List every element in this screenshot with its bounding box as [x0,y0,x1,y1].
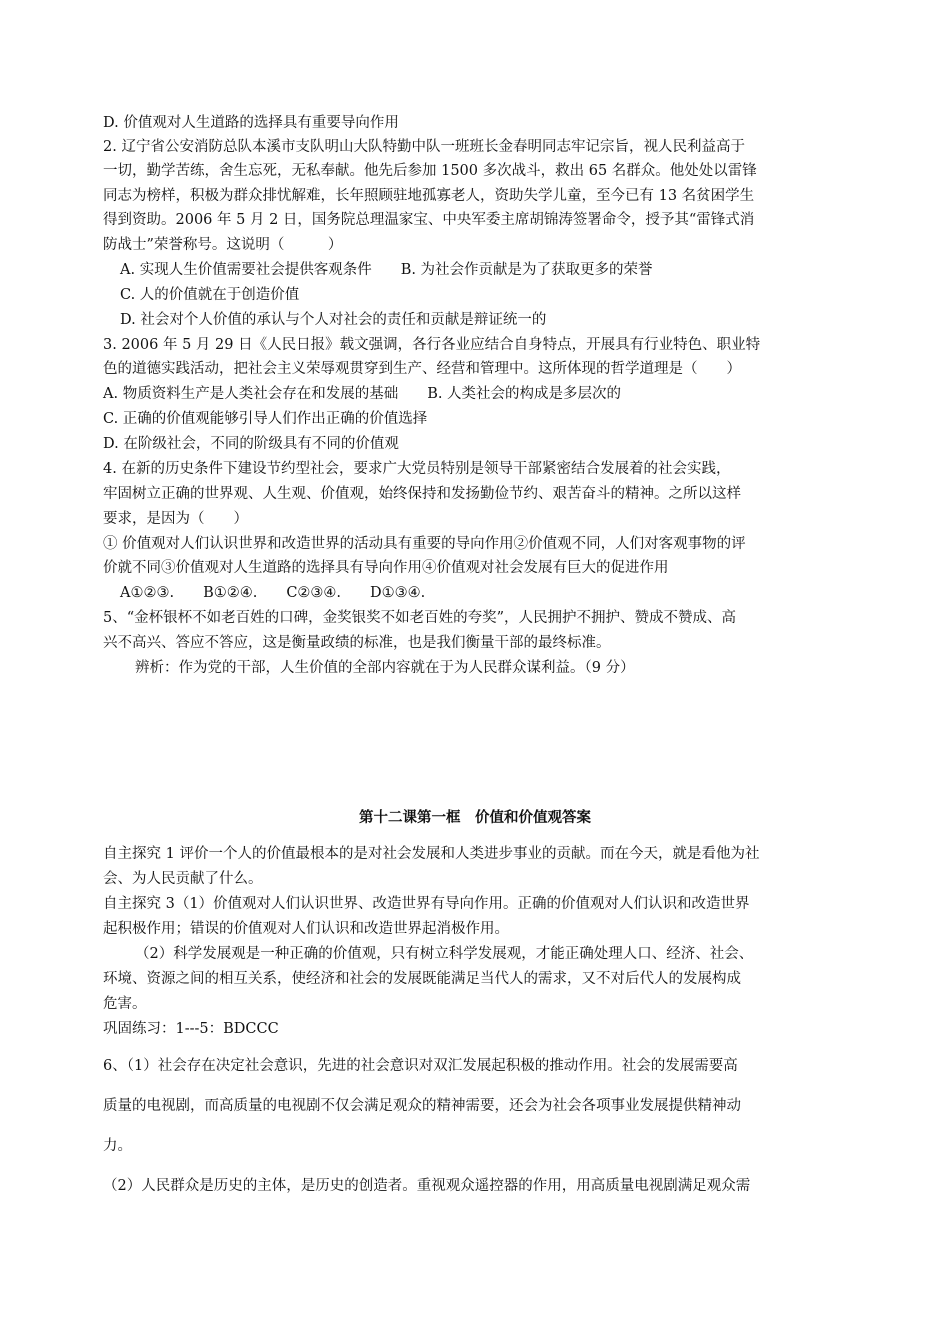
answer-line: 力。 [103,1138,132,1154]
option-line: D. 社会对个人价值的承认与个人对社会的责任和贡献是辩证统一的 [120,312,547,328]
question-2-line: 防战士”荣誉称号。这说明（ ） [103,237,343,253]
answer-line: 环境、资源之间的相互关系，使经济和社会的发展既能满足当代人的需求，又不对后代人的发展构成 [103,971,741,987]
option-line: D. 价值观对人生道路的选择具有重要导向作用 [103,115,399,131]
answer-line: 6、（1）社会存在决定社会意识，先进的社会意识对双汇发展起积极的推动作用。社会的发展需要高 [103,1058,738,1074]
option-line: C. 正确的价值观能够引导人们作出正确的价值选择 [103,411,428,427]
question-5-line: 兴不高兴、答应不答应，这是衡量政绩的标准，也是我们衡量干部的最终标准。 [103,635,611,651]
question-3-line: 3. 2006 年 5 月 29 日《人民日报》载文强调，各行各业应结合自身特点，开展具有行业特色、职业特 [103,337,761,353]
question-4-line: 价就不同③价值观对人生道路的选择具有导向作用④价值观对社会发展有巨大的促进作用 [103,560,669,576]
answer-line: 危害。 [103,996,147,1012]
answer-line: （2）科学发展观是一种正确的价值观，只有树立科学发展观，才能正确处理人口、经济、社会、 [135,946,754,962]
option-line: A. 实现人生价值需要社会提供客观条件 B. 为社会作贡献是为了获取更多的荣誉 [120,262,653,278]
question-4-line: 牢固树立正确的世界观、人生观、价值观，始终保持和发扬勤俭节约、艰苦奋斗的精神。之所以这样 [103,486,741,502]
question-5-line: 辨析：作为党的干部，人生价值的全部内容就在于为人民群众谋利益。（9 分） [135,660,635,676]
question-2-line: 得到资助。2006 年 5 月 2 日，国务院总理温家宝、中央军委主席胡锦涛签署命令，授予其“雷锋式消 [103,212,755,228]
page-title: 第十二课第一框 价值和价值观答案 [359,809,591,826]
question-4-line: 4. 在新的历史条件下建设节约型社会，要求广大党员特别是领导干部紧密结合发展着的社会实践， [103,461,731,477]
option-line: A①②③. B①②④. C②③④. D①③④. [120,585,426,601]
answer-line: 会、为人民贡献了什么。 [103,871,263,887]
question-2-line: 一切，勤学苦练，舍生忘死，无私奉献。他先后参加 1500 多次战斗，救出 65 名群众。他处处以雷锋 [103,163,757,179]
question-5-line: 5、“金杯银杯不如老百姓的口碑，金奖银奖不如老百姓的夸奖”，人民拥护不拥护、赞成不赞成、高 [103,610,737,626]
option-line: C. 人的价值就在于创造价值 [120,287,300,303]
question-4-line: 要求，是因为（ ） [103,511,248,527]
answer-line: 巩固练习：1---5：BDCCC [103,1021,279,1037]
answer-line: （2）人民群众是历史的主体，是历史的创造者。重视观众遥控器的作用，用高质量电视剧满足观众需 [103,1178,751,1194]
answer-line: 自主探究 1 评价一个人的价值最根本的是对社会发展和人类进步事业的贡献。而在今天，就是看他为社 [103,846,760,862]
answer-line: 自主探究 3（1）价值观对人们认识世界、改造世界有导向作用。正确的价值观对人们认识和改造世界 [103,896,750,912]
option-line: A. 物质资料生产是人类社会存在和发展的基础 B. 人类社会的构成是多层次的 [103,386,622,402]
question-2-line: 同志为榜样，积极为群众排忧解难，长年照顾驻地孤寡老人，资助失学儿童，至今已有 13 名贫困学生 [103,188,755,204]
answer-line: 质量的电视剧，而高质量的电视剧不仅会满足观众的精神需要，还会为社会各项事业发展提供精神动 [103,1098,741,1114]
question-4-line: ① 价值观对人们认识世界和改造世界的活动具有重要的导向作用②价值观不同，人们对客观事物的评 [103,536,746,552]
option-line: D. 在阶级社会，不同的阶级具有不同的价值观 [103,436,399,452]
question-2-line: 2. 辽宁省公安消防总队本溪市支队明山大队特勤中队一班班长金春明同志牢记宗旨，视人民利益高于 [103,139,745,155]
question-3-line: 色的道德实践活动，把社会主义荣辱观贯穿到生产、经营和管理中。这所体现的哲学道理是（ ） [103,361,741,377]
answer-line: 起积极作用；错误的价值观对人们认识和改造世界起消极作用。 [103,921,509,937]
